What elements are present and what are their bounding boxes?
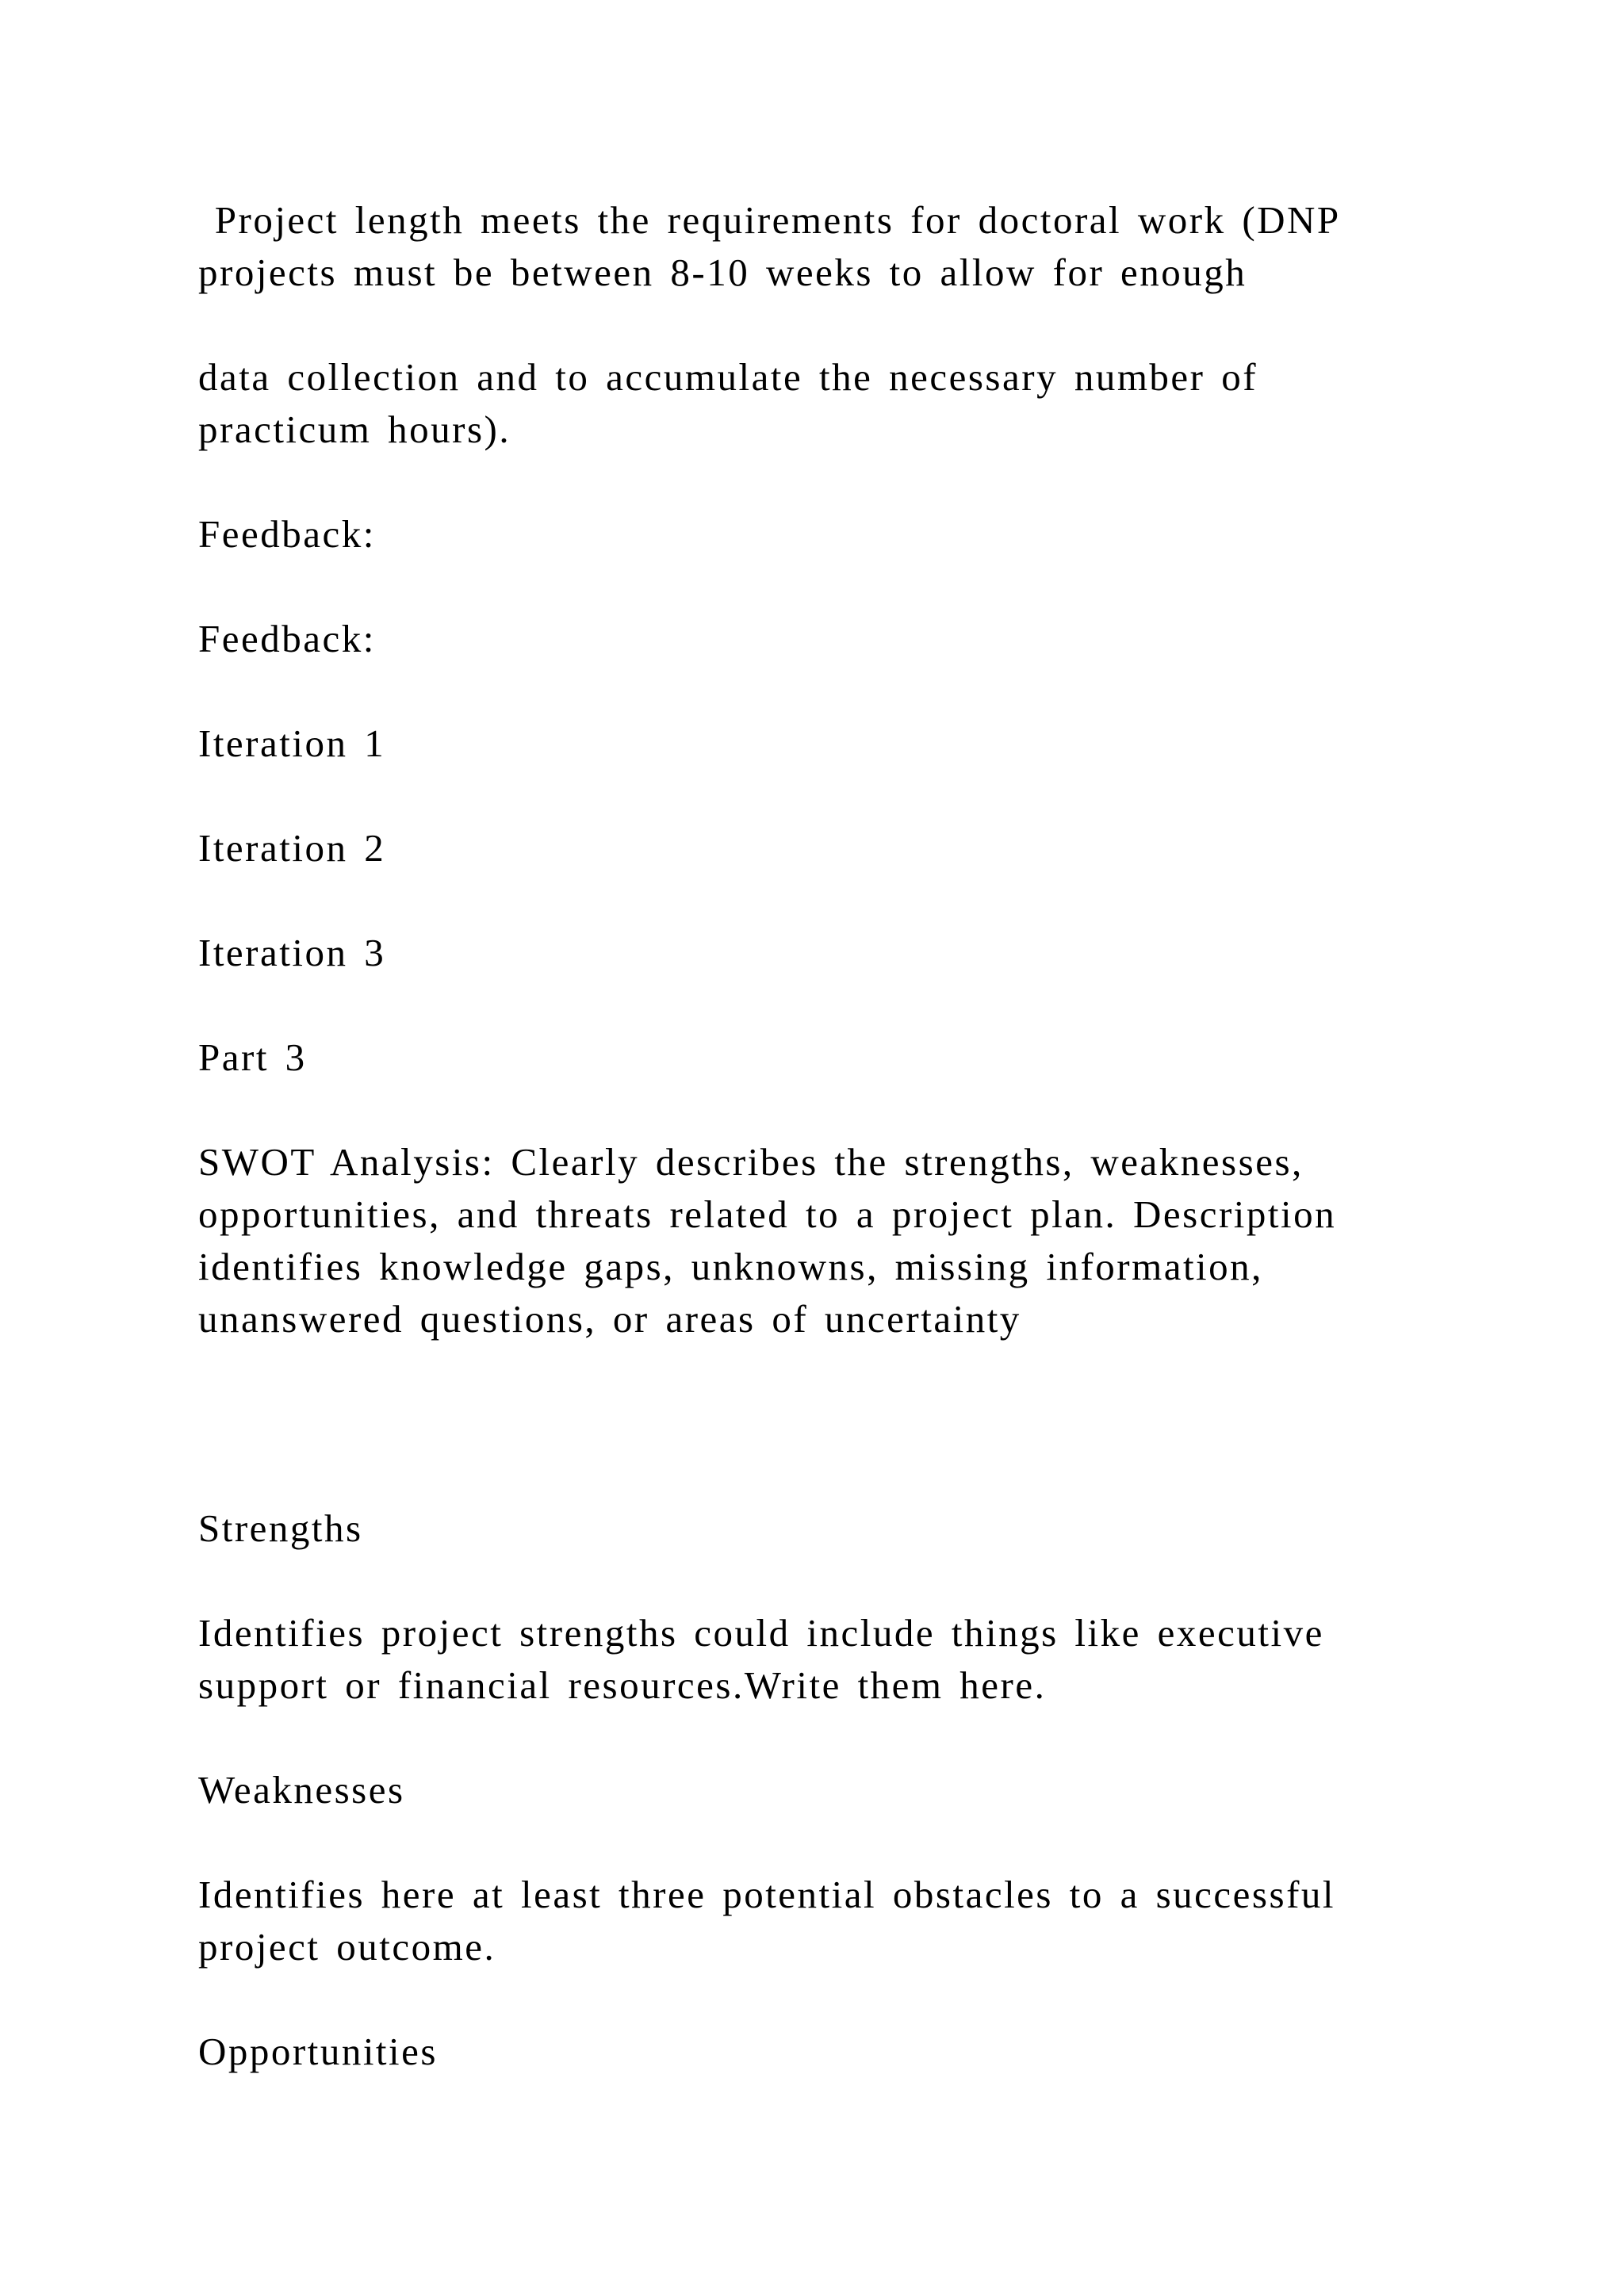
weaknesses-line-1: Identifies here at least three potential obstacles to a successful [198,1873,1335,1916]
swot-line-3: identifies knowledge gaps, unknowns, missing information, [198,1245,1263,1288]
weaknesses-heading: Weaknesses [198,1768,405,1812]
feedback-label-1: Feedback: [198,512,376,556]
feedback-label-2: Feedback: [198,617,376,660]
part-heading: Part 3 [198,1035,307,1079]
strengths-line-1: Identifies project strengths could include things like executive [198,1611,1324,1655]
paragraph-2-line-2: practicum hours). [198,408,511,451]
strengths-line-2: support or financial resources.Write them here. [198,1663,1047,1707]
opportunities-heading: Opportunities [198,2030,438,2073]
iteration-2-label: Iteration 2 [198,826,386,870]
paragraph-1-line-2: projects must be between 8-10 weeks to allow for enough [198,251,1247,294]
swot-line-4: unanswered questions, or areas of uncertainty [198,1297,1021,1341]
strengths-heading: Strengths [198,1506,363,1550]
iteration-3-label: Iteration 3 [198,931,386,974]
swot-line-2: opportunities, and threats related to a project plan. Description [198,1192,1337,1236]
iteration-1-label: Iteration 1 [198,721,386,765]
weaknesses-line-2: project outcome. [198,1925,496,1969]
paragraph-2-line-1: data collection and to accumulate the necessary number of [198,355,1258,399]
paragraph-1-line-1: Project length meets the requirements for doctoral work (DNP [198,198,1341,242]
swot-line-1: SWOT Analysis: Clearly describes the strengths, weaknesses, [198,1140,1304,1184]
